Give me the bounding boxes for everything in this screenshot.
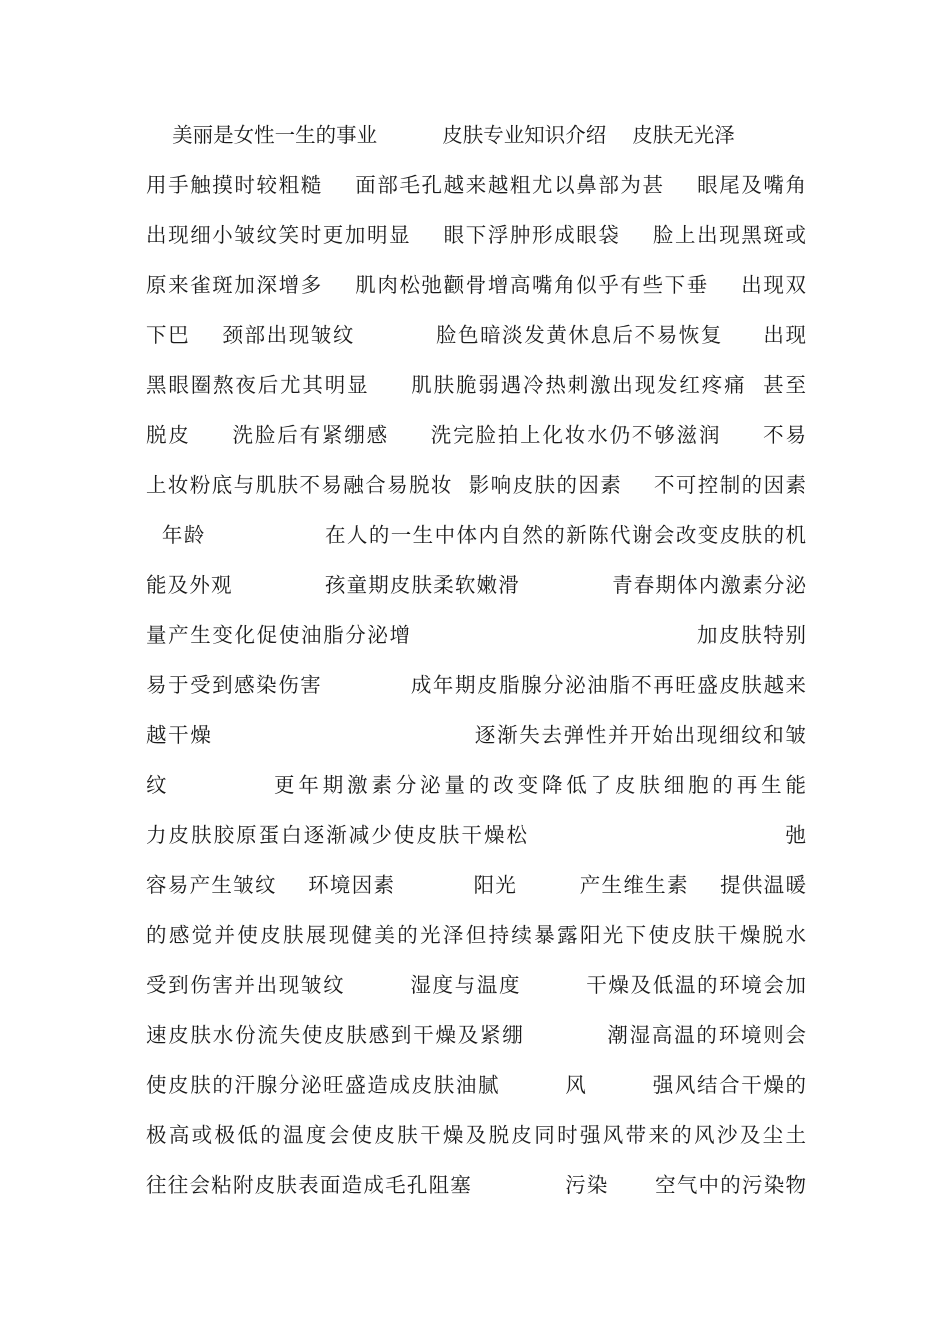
text-line-17: 的感觉并使皮肤展现健美的光泽但持续暴露阳光下使皮肤干燥脱水 [146,923,806,947]
text-line-20: 使皮肤的汗腺分泌旺盛造成皮肤油腻 风 强风结合干燥的 [146,1073,806,1097]
text-line-22: 往往会粘附皮肤表面造成毛孔阻塞 污染 空气中的污染物 [146,1173,806,1197]
text-line-14: 纹 更年期激素分泌量的改变降低了皮肤细胞的再生能 [146,773,806,797]
text-line-3: 出现细小皱纹笑时更加明显 眼下浮肿形成眼袋 脸上出现黑斑或 [146,223,806,247]
text-line-12: 易于受到感染伤害 成年期皮脂腺分泌油脂不再旺盛皮肤越来 [146,673,806,697]
text-line-10: 能及外观 孩童期皮肤柔软嫩滑 青春期体内激素分泌 [146,573,806,597]
text-line-13: 越干燥 逐渐失去弹性并开始出现细纹和皱 [146,723,806,747]
text-line-16: 容易产生皱纹 环境因素 阳光 产生维生素 提供温暖 [146,873,806,897]
text-line-15: 力皮肤胶原蛋白逐渐减少使皮肤干燥松 弛 [146,823,806,847]
text-line-2: 用手触摸时较粗糙 面部毛孔越来越粗尤以鼻部为甚 眼尾及嘴角 [146,173,806,197]
text-line-9: 年龄 在人的一生中体内自然的新陈代谢会改变皮肤的机 [146,523,806,547]
text-line-5: 下巴 颈部出现皱纹 脸色暗淡发黄休息后不易恢复 出现 [146,323,806,347]
text-line-18: 受到伤害并出现皱纹 湿度与温度 干燥及低温的环境会加 [146,973,806,997]
text-line-11: 量产生变化促使油脂分泌增 加皮肤特别 [146,623,806,647]
text-line-21: 极高或极低的温度会使皮肤干燥及脱皮同时强风带来的风沙及尘土 [146,1123,806,1147]
text-line-4: 原来雀斑加深增多 肌肉松弛颧骨增高嘴角似乎有些下垂 出现双 [146,273,806,297]
text-line-6: 黑眼圈熬夜后尤其明显 肌肤脆弱遇冷热刺激出现发红疼痛 甚至 [146,373,806,397]
text-line-1: 美丽是女性一生的事业 皮肤专业知识介绍 皮肤无光泽 [146,123,735,147]
text-line-19: 速皮肤水份流失使皮肤感到干燥及紧绷 潮湿高温的环境则会 [146,1023,806,1047]
text-line-8: 上妆粉底与肌肤不易融合易脱妆 影响皮肤的因素 不可控制的因素 [146,473,806,497]
text-line-7: 脱皮 洗脸后有紧绷感 洗完脸拍上化妆水仍不够滋润 不易 [146,423,806,447]
body-text [146,117,806,1217]
